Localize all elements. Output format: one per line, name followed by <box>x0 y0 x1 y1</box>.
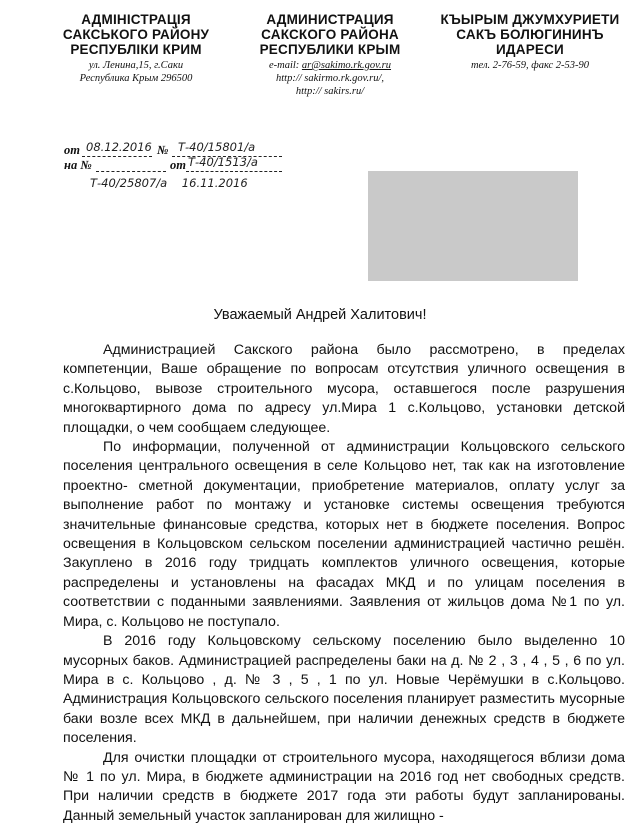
letterhead-crimean-tatar <box>430 12 630 72</box>
org-name-line: РЕСПУБЛІКИ КРИМ <box>70 42 202 57</box>
org-phone: тел. 2-76-59, факс 2-53-90 <box>470 60 590 71</box>
org-name-line: КЪЫРЫМ ДЖУМХУРИЕТИ <box>440 12 620 27</box>
letterhead <box>0 12 640 112</box>
org-email <box>240 59 420 72</box>
org-name-line: САКСЬКОГО РАЙОНУ <box>62 27 210 42</box>
number-label: № <box>157 143 169 157</box>
paragraph: Администрацией Сакского района было рассмотрено, в пределах компетенции, Ваше обращение по вопросам отсутствия уличного освещения в с.Кольцово, вывозе строительного мусора, оставшегося после разрушения многоквартирного дома по адресу ул.Мира 1 с.Кольцово, установки детской площадки, о чем сообщаем следующее. <box>63 342 625 436</box>
org-name-line: САКЪ БОЛЮГИНИНЪ <box>456 27 604 42</box>
org-address-line: ул. Ленина,15, г.Саки <box>88 60 184 71</box>
letterhead-ukrainian <box>46 12 226 85</box>
org-website-link[interactable]: http:// sakirmo.rk.gov.ru/, <box>275 73 384 84</box>
org-name-line: АДМИНИСТРАЦИЯ <box>266 12 394 27</box>
letter-body <box>63 341 625 826</box>
org-name-line: ИДАРЕСИ <box>496 42 564 57</box>
paragraph: По информации, полученной от администрации Кольцовского сельского поселения центрального освещения в селе Кольцово нет, так как на изготовление проектно- сметной документации, приобретение материалов, оплату услуг за выполнение работ по монтажу и установке системы освещения требуются значительные финансовые средства, которых нет в бюджете поселения. Вопрос освещения в Кольцовском сельском поселении администрацией частично решён. Закуплено в 2016 году тридцать комплектов уличного освещения, которые распределены и установлены на фасадах МКД и по улицам поселения в соответствии с поданными заявлениями. Заявления от жильцов дома №1 по ул. Мира, с. Кольцово не поступало. <box>63 439 625 630</box>
handwritten-note: Т-40/25807/а 16.11.2016 <box>90 176 248 190</box>
paragraph: В 2016 году Кольцовскому сельскому поселению было выделенно 10 мусорных баков. Администрацией распределены баки на д. № 2 , 3 , 4 , 5 , 6 по ул. Мира в с. Кольцово , д. № 3 , 5 , 1 по ул. Новые Черёмушки в с.Кольцово. Администрация Кольцовского сельского поселения планирует разместить мусорные баки возле всех МКД в дальнейшем, при наличии денежных средств в бюджете поселения. <box>63 633 625 747</box>
paragraph: Для очистки площадки от строительного мусора, находящегося вблизи дома № 1 по ул. Мира, в бюджете администрации на 2016 год нет свободных средств. При наличии средств в бюджете 2017 года эти работы будут запланированы. Данный земельный участок запланирован для жилищно - <box>63 749 625 824</box>
outgoing-number: Т-40/15801/а <box>178 140 256 154</box>
from-label: от <box>64 143 80 157</box>
redacted-addressee-block <box>368 171 578 281</box>
org-website-link[interactable]: http:// sakirs.ru/ <box>295 86 365 97</box>
registration-block <box>64 140 314 193</box>
incoming-number: Т-40/1513/а <box>188 155 258 169</box>
on-from-label: от <box>170 158 186 172</box>
email-label: e-mail: <box>268 60 300 71</box>
from-date: 08.12.2016 <box>86 140 152 154</box>
org-address-line: Республика Крым 296500 <box>79 73 193 84</box>
letterhead-russian <box>240 12 420 98</box>
org-name-line: АДМІНІСТРАЦІЯ <box>81 12 191 27</box>
greeting: Уважаемый Андрей Халитович! <box>213 307 427 323</box>
email-link[interactable]: ar@sakimo.rk.gov.ru <box>301 60 392 71</box>
org-name-line: САКСКОГО РАЙОНА <box>261 27 399 42</box>
org-name-line: РЕСПУБЛИКИ КРЫМ <box>259 42 401 57</box>
on-number-label: на № <box>64 158 92 172</box>
